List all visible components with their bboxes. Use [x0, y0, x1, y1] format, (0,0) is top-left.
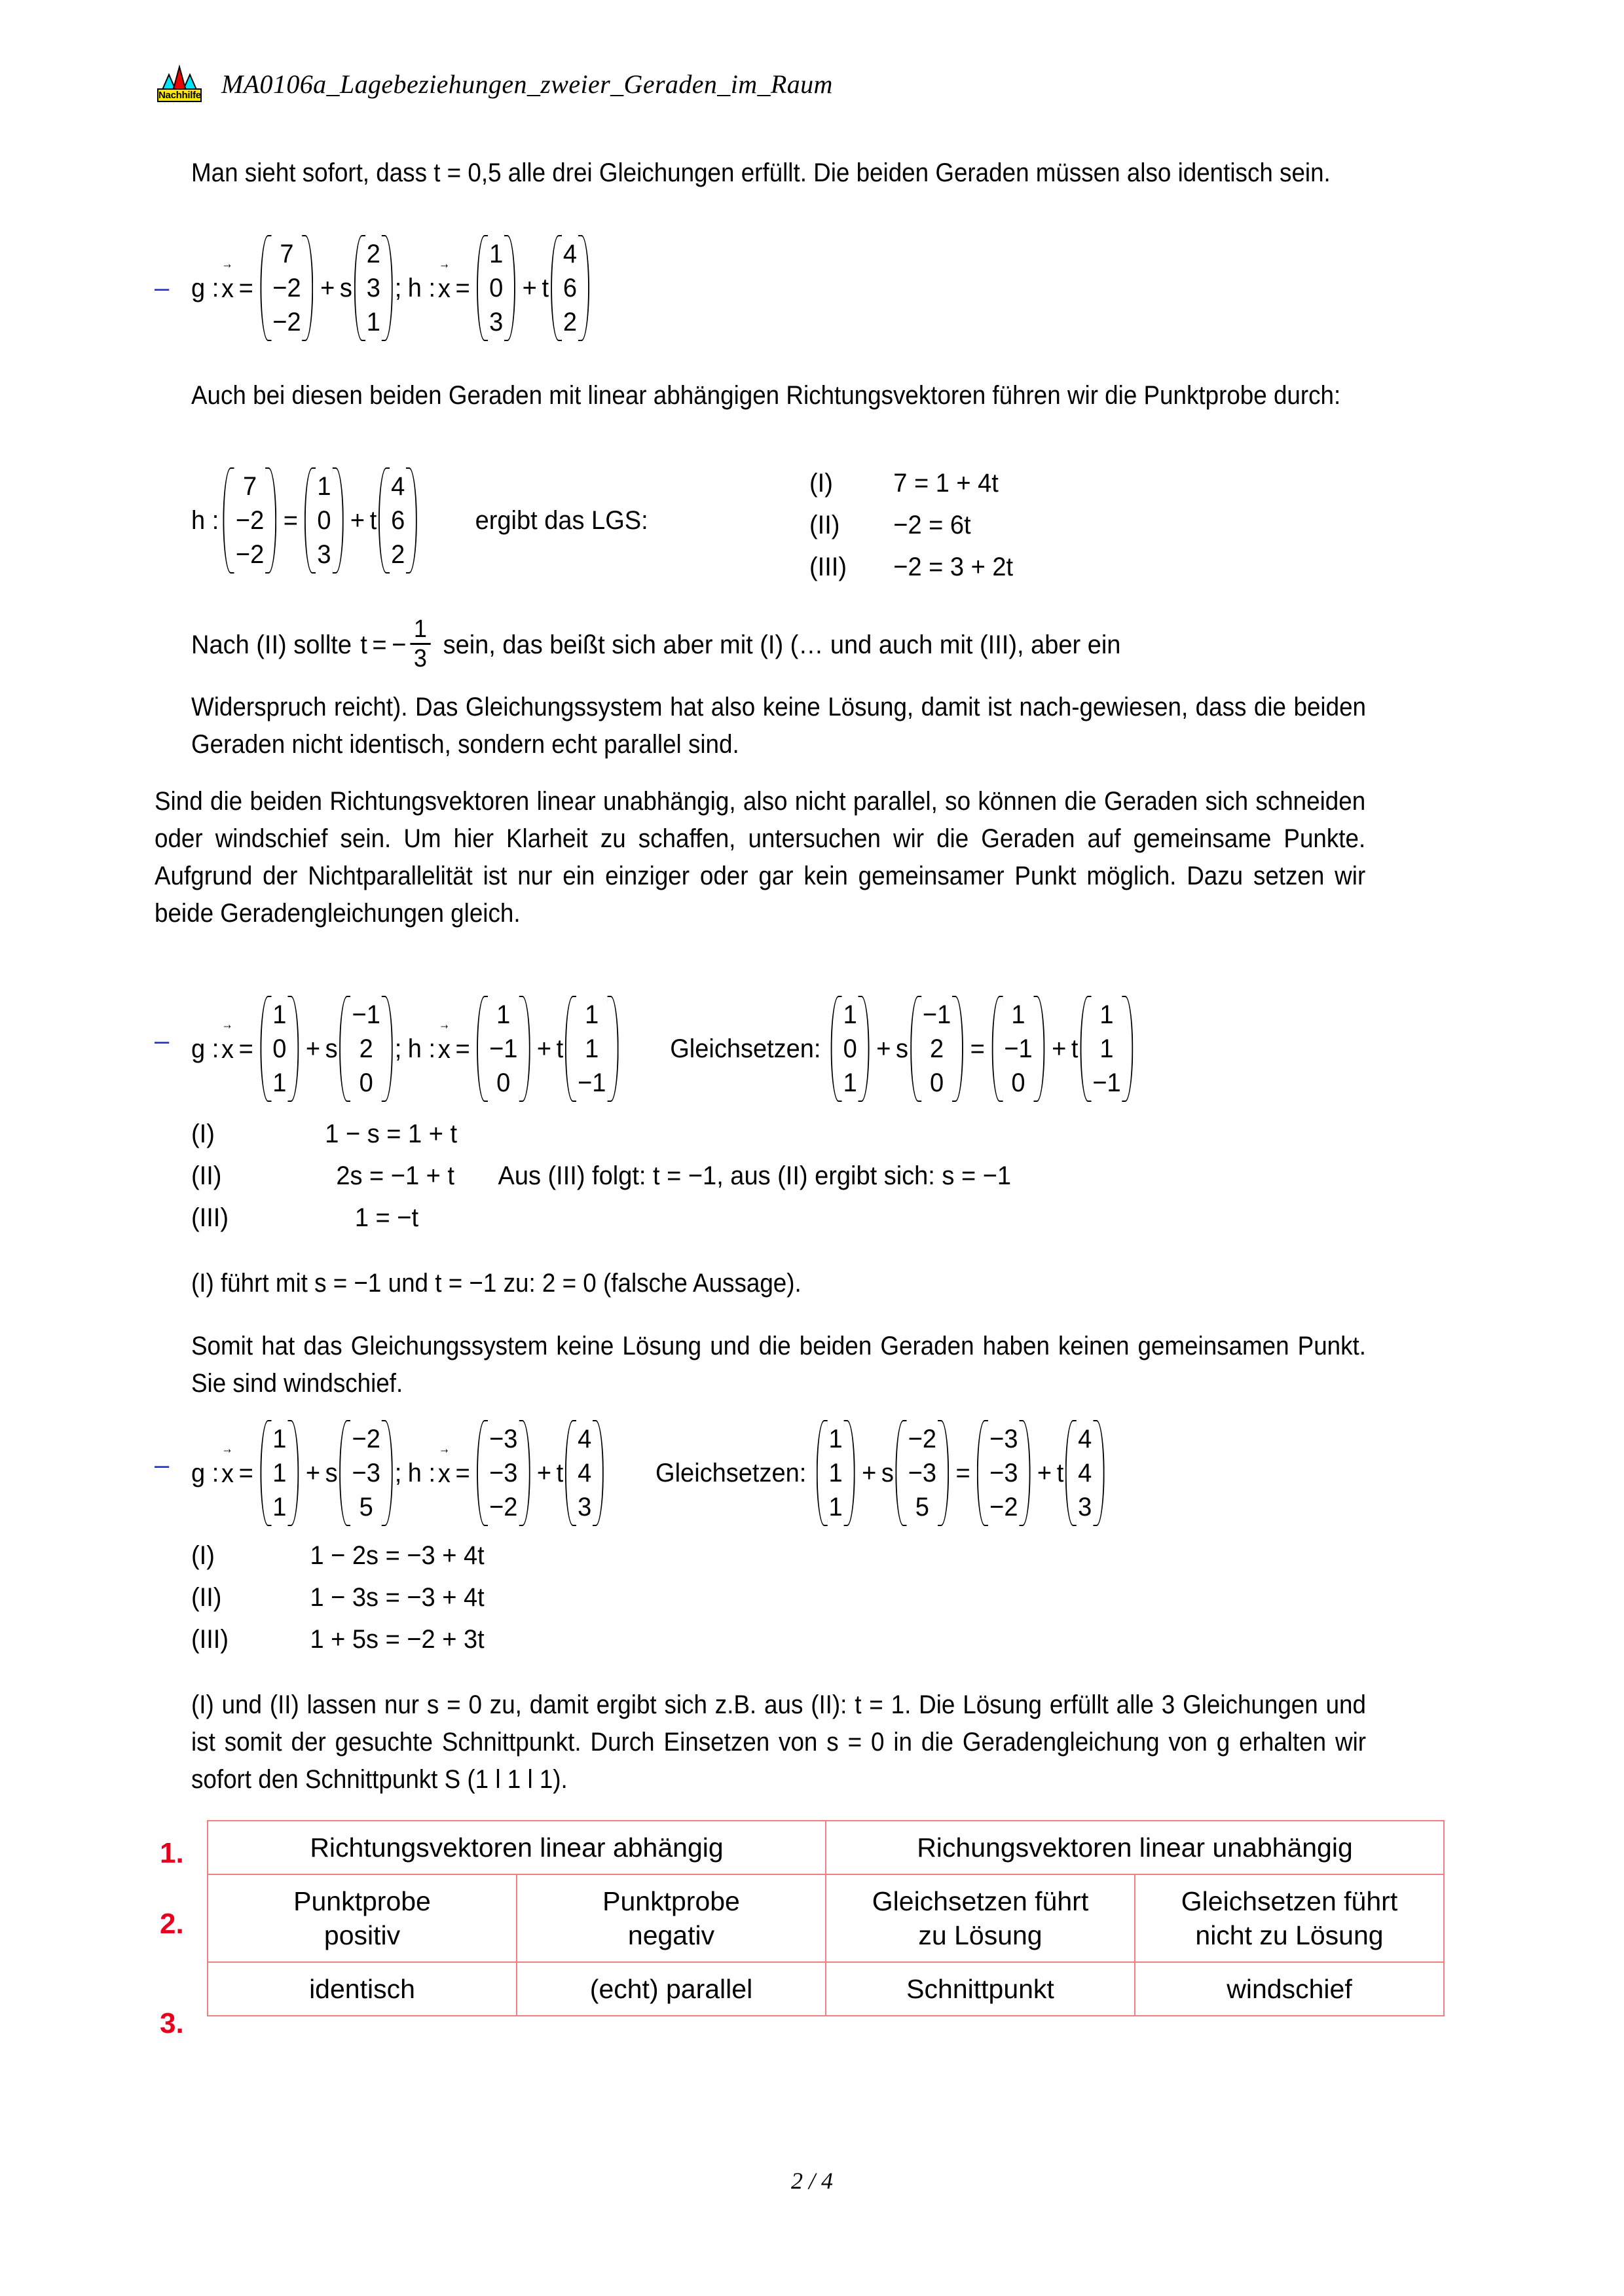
table-row: [208, 1962, 1444, 2016]
x-vector-symbol-h3: x →: [438, 1458, 451, 1489]
vec-comp: 0: [843, 1034, 857, 1063]
lgs-row-1: [809, 466, 999, 500]
table-row: [208, 1874, 1444, 1962]
vec-comp: 4: [1078, 1459, 1092, 1487]
vec-comp: 4: [1078, 1425, 1092, 1453]
param-t-6: t: [1056, 1458, 1064, 1487]
vec-comp: 3: [489, 308, 504, 337]
g-support-vector-3: [260, 1419, 299, 1527]
vec-comp: 1: [828, 1459, 843, 1487]
vec-comp: 1: [1011, 1000, 1025, 1029]
gleichsetzen-g-direction-2: [910, 995, 963, 1102]
vec-comp: 4: [578, 1459, 592, 1487]
h-direction-vector-2: [565, 995, 618, 1102]
plus-sign-11: +: [1037, 1458, 1052, 1487]
lgs-equation: 1 − s = 1 + t: [325, 1120, 458, 1148]
equals-sign-3: =: [283, 505, 298, 535]
vec-comp: −3: [908, 1459, 937, 1487]
vec-comp: 1: [272, 1000, 287, 1029]
vec-comp: 3: [366, 274, 380, 302]
gleichsetzen-h-support-2: [991, 995, 1044, 1102]
param-s-5: s: [881, 1458, 894, 1487]
paragraph-falsche-aussage: (I) führt mit s = −1 und t = −1 zu: 2 = 0 (falsche Aussage).: [191, 1269, 802, 1298]
x-vector-symbol-g: x →: [221, 273, 234, 304]
lagebeziehungen-summary-table: [207, 1820, 1445, 2016]
plus-sign-10: +: [862, 1458, 877, 1487]
vec-comp: 3: [317, 540, 331, 569]
vec-comp: −3: [489, 1459, 518, 1487]
lgs-equation: 7 = 1 + 4t: [893, 469, 999, 498]
plus-sign-9: +: [536, 1458, 552, 1487]
vec-comp: 7: [242, 472, 257, 501]
vec-comp: −2: [272, 274, 301, 302]
gleichsetzen-h-support-3: [977, 1419, 1030, 1527]
line-h-label: h :: [407, 273, 436, 302]
h-support-vector-3: [477, 1419, 530, 1527]
gleichsetzen-g-support-3: [816, 1419, 855, 1527]
vec-comp: 6: [563, 274, 578, 302]
lgs2-row-1: [191, 1117, 457, 1151]
equals-sign-2: =: [455, 273, 470, 302]
plus-sign-4: +: [305, 1034, 321, 1063]
gleichsetzen-h-direction-3: [1065, 1419, 1104, 1527]
bullet-dash-3: –: [155, 1451, 170, 1480]
vec-comp: −2: [235, 540, 265, 569]
cell-punktprobe-positiv: Punktprobe positiv: [208, 1874, 517, 1962]
vec-comp: −3: [989, 1459, 1018, 1487]
lgs-equation: 2s = −1 + t: [336, 1161, 454, 1190]
h-support-vector-2: [477, 995, 530, 1102]
equals-sign-9: =: [455, 1458, 470, 1487]
lgs-tag: (III): [809, 553, 847, 581]
vec-comp: 6: [391, 506, 405, 535]
vec-comp: 0: [489, 274, 504, 302]
vec-comp: 1: [1099, 1034, 1114, 1063]
x-vector-symbol-g2: x →: [221, 1034, 234, 1065]
vec-comp: 4: [578, 1425, 592, 1453]
equation-block-2: [191, 995, 1135, 1102]
g-support-vector-1: [260, 234, 313, 342]
param-s-1: s: [339, 273, 352, 302]
h-direction-vector-3: [565, 1419, 604, 1527]
param-t-3: t: [556, 1034, 564, 1063]
cell-linear-abhaengig: Richtungsvektoren linear abhängig: [208, 1821, 826, 1874]
table-row: [208, 1821, 1444, 1874]
vec-comp: 2: [391, 540, 405, 569]
lgs3-row-3: [191, 1622, 485, 1656]
semicolon-1: ;: [394, 273, 402, 302]
vec-comp: −3: [989, 1425, 1018, 1453]
lgs2-row-2: [191, 1159, 1011, 1193]
fraction-numerator: 1: [413, 615, 427, 643]
vec-comp: −1: [1092, 1068, 1121, 1097]
vec-comp: 4: [391, 472, 405, 501]
line-h-label-2: h :: [191, 505, 219, 535]
fraction-denominator: 3: [410, 643, 430, 672]
line-h-label-4: h :: [407, 1458, 436, 1487]
plus-sign-1: +: [320, 273, 335, 302]
line-g-label: g :: [191, 273, 219, 302]
bullet-dash-2: –: [155, 1027, 170, 1055]
lgs-tag: (III): [191, 1203, 229, 1232]
punktprobe-lhs-vector: [223, 467, 276, 574]
fraction-one-third: [410, 615, 430, 672]
vec-comp: 1: [272, 1425, 287, 1453]
vec-comp: 0: [1011, 1068, 1025, 1097]
lgs-row-2: [809, 508, 971, 542]
lgs-equation: 1 − 2s = −3 + 4t: [310, 1541, 485, 1570]
punktprobe-support-vector: [304, 467, 343, 574]
vec-comp: 1: [843, 1000, 857, 1029]
row-number-2: 2.: [160, 1908, 184, 1940]
paragraph-unabhaengig: Sind die beiden Richtungsvektoren linear unabhängig, also nicht parallel, so können die Geraden sich schneiden oder windschief sein. Um hier Klarheit zu schaffen, untersuchen wir die Geraden auf gemeinsame Punkte. Aufgrund der Nichtparallelität ist nur ein einziger oder gar kein gemeinsamer Punkt möglich. Dazu setzen wir beide Geradengleichungen gleich.: [155, 787, 1366, 928]
gleichsetzen-g-direction-3: [896, 1419, 949, 1527]
semicolon-2: ;: [394, 1034, 402, 1063]
nach-II-text: Nach (II) sollte: [191, 630, 352, 659]
lgs-tag: (II): [191, 1583, 222, 1612]
row-number-3: 3.: [160, 2007, 184, 2039]
equation-block-3: [191, 1419, 1106, 1527]
plus-sign-5: +: [536, 1034, 552, 1063]
lgs-equation: 1 + 5s = −2 + 3t: [310, 1625, 485, 1654]
paragraph-windschief: Somit hat das Gleichungssystem keine Lösung und die beiden Geraden haben keinen gemeinsamen Punkt. Sie sind windschief.: [191, 1332, 1366, 1398]
lgs3-row-1: [191, 1539, 485, 1573]
row-number-1: 1.: [160, 1837, 184, 1869]
param-t-2: t: [369, 505, 377, 535]
plus-sign-8: +: [305, 1458, 321, 1487]
document-title: MA0106a_Lagebeziehungen_zweier_Geraden_im_Raum: [221, 69, 833, 99]
g-direction-vector-3: [340, 1419, 393, 1527]
vec-comp: −1: [352, 1000, 380, 1029]
equation-block-1: [191, 240, 591, 337]
line-h-label-3: h :: [407, 1034, 436, 1063]
paragraph-widerspruch: Widerspruch reicht). Das Gleichungssystem hat also keine Lösung, damit ist nach-gewiesen, dass die beiden Geraden nicht identisch, sondern echt parallel sind.: [191, 693, 1366, 759]
vec-comp: 0: [496, 1068, 511, 1097]
vec-comp: −2: [908, 1425, 937, 1453]
lgs-tag: (I): [191, 1541, 215, 1570]
vec-comp: 1: [1099, 1000, 1114, 1029]
ergibt-lgs-label: ergibt das LGS:: [475, 505, 648, 535]
equals-sign-6: =: [455, 1034, 470, 1063]
vec-comp: 5: [359, 1493, 373, 1522]
nachhilfe-logo-icon: [155, 63, 204, 105]
vec-comp: −3: [489, 1425, 518, 1453]
lgs-note: Aus (III) folgt: t = −1, aus (II) ergibt sich: s = −1: [498, 1161, 1012, 1190]
param-t-4: t: [1071, 1034, 1079, 1063]
vec-comp: 1: [366, 308, 380, 337]
cell-punktprobe-negativ: Punktprobe negativ: [517, 1874, 826, 1962]
param-s-2: s: [325, 1034, 338, 1063]
gleichsetzen-label-1: Gleichsetzen:: [670, 1034, 821, 1063]
vec-comp: −1: [1004, 1034, 1033, 1063]
lgs-tag: (II): [191, 1161, 222, 1190]
paragraph-intro: Man sieht sofort, dass t = 0,5 alle drei Gleichungen erfüllt. Die beiden Geraden müssen also identisch sein.: [191, 158, 1331, 187]
lgs-equation: 1 − 3s = −3 + 4t: [310, 1583, 485, 1612]
cell-echt-parallel: (echt) parallel: [517, 1962, 826, 2016]
h-support-vector-1: [477, 234, 515, 342]
vec-comp: −1: [922, 1000, 951, 1029]
param-t-1: t: [542, 273, 549, 302]
punktprobe-direction-vector: [378, 467, 417, 574]
vec-comp: −2: [352, 1425, 380, 1453]
paragraph-punktprobe-intro: Auch bei diesen beiden Geraden mit linear abhängigen Richtungsvektoren führen wir die Punktprobe durch:: [191, 381, 1341, 410]
vec-comp: 0: [272, 1034, 287, 1063]
vec-comp: 3: [578, 1493, 592, 1522]
vec-comp: −2: [489, 1493, 518, 1522]
minus-sign: −: [392, 630, 407, 659]
vec-comp: 1: [272, 1068, 287, 1097]
equals-sign-5: =: [238, 1034, 253, 1063]
document-header: [155, 63, 833, 105]
vec-comp: −1: [489, 1034, 518, 1063]
vec-comp: 2: [359, 1034, 373, 1063]
equals-sign-8: =: [238, 1458, 253, 1487]
plus-sign-3: +: [350, 505, 365, 535]
param-t-5: t: [556, 1458, 564, 1487]
gleichsetzen-g-support-2: [831, 995, 870, 1102]
vec-comp: 2: [563, 308, 578, 337]
line-g-label-2: g :: [191, 1034, 219, 1063]
semicolon-3: ;: [394, 1458, 402, 1487]
vec-comp: 2: [929, 1034, 944, 1063]
vec-comp: 1: [489, 240, 504, 268]
vec-comp: 2: [366, 240, 380, 268]
vec-comp: 1: [828, 1425, 843, 1453]
vec-comp: −2: [272, 308, 301, 337]
summary-table-wrap: [155, 1820, 1471, 2039]
equals-sign-4: =: [372, 630, 387, 659]
lgs-row-3: [809, 550, 1013, 584]
vec-comp: 1: [828, 1493, 843, 1522]
logo-label: Nachhilfe: [158, 90, 201, 101]
vec-comp: 5: [915, 1493, 929, 1522]
vec-comp: −1: [578, 1068, 606, 1097]
paragraph-schnittpunkt: (I) und (II) lassen nur s = 0 zu, damit ergibt sich z.B. aus (II): t = 1. Die Lösung erfüllt alle 3 Gleichungen und ist somit der gesuchte Schnittpunkt. Durch Einsetzen von s = 0 in die Geradengleichung von g erhalten wir sofort den Schnittpunkt S (1 l 1 l 1).: [191, 1690, 1366, 1794]
vec-comp: 1: [585, 1000, 599, 1029]
vec-comp: −2: [235, 506, 265, 535]
vec-comp: 4: [563, 240, 578, 268]
cell-identisch: identisch: [208, 1962, 517, 2016]
lgs3-row-2: [191, 1580, 485, 1614]
cell-gleichsetzen-loesung: Gleichsetzen führt zu Lösung: [826, 1874, 1135, 1962]
vec-comp: 1: [843, 1068, 857, 1097]
vec-comp: 1: [496, 1000, 511, 1029]
lgs-tag: (III): [191, 1625, 229, 1654]
lgs-equation: 1 = −t: [354, 1203, 419, 1232]
vec-comp: 0: [359, 1068, 373, 1097]
lgs-equation: −2 = 6t: [893, 511, 971, 539]
vec-comp: 3: [1078, 1493, 1092, 1522]
g-support-vector-2: [260, 995, 299, 1102]
bullet-dash-1: –: [155, 274, 170, 302]
plus-sign-2: +: [522, 273, 537, 302]
lgs2-row-3: [191, 1201, 418, 1235]
lgs-tag: (I): [809, 469, 833, 498]
param-s-4: s: [325, 1458, 338, 1487]
punktprobe-equation: [191, 465, 648, 576]
cell-linear-unabhaengig: Richungsvektoren linear unabhängig: [826, 1821, 1444, 1874]
vec-comp: 1: [317, 472, 331, 501]
t-equals-label: t: [360, 630, 367, 659]
vec-comp: 1: [272, 1459, 287, 1487]
equals-sign-1: =: [238, 273, 253, 302]
cell-gleichsetzen-keine-loesung: Gleichsetzen führt nicht zu Lösung: [1135, 1874, 1444, 1962]
paragraph-fraction-line: [191, 617, 1120, 674]
vec-comp: 0: [929, 1068, 944, 1097]
param-s-3: s: [896, 1034, 909, 1063]
line-g-label-3: g :: [191, 1458, 219, 1487]
gleichsetzen-h-direction-2: [1080, 995, 1133, 1102]
h-direction-vector-1: [551, 234, 589, 342]
gleichsetzen-label-2: Gleichsetzen:: [655, 1458, 807, 1487]
x-vector-symbol-h2: x →: [438, 1034, 451, 1065]
equals-sign-7: =: [970, 1034, 985, 1063]
plus-sign-6: +: [876, 1034, 891, 1063]
lgs-tag: (II): [809, 511, 840, 539]
page-number-footer: 2 / 4: [790, 2168, 833, 2194]
x-vector-symbol-g3: x →: [221, 1458, 234, 1489]
fraction-trailing-text: sein, das beißt sich aber mit (I) (… und auch mit (III), aber ein: [443, 630, 1121, 659]
vec-comp: 1: [585, 1034, 599, 1063]
lgs-tag: (I): [191, 1120, 215, 1148]
x-vector-symbol-h: x →: [438, 273, 451, 304]
vec-comp: 7: [280, 240, 294, 268]
g-direction-vector-2: [340, 995, 393, 1102]
vec-comp: 0: [317, 506, 331, 535]
cell-schnittpunkt: Schnittpunkt: [826, 1962, 1135, 2016]
plus-sign-7: +: [1052, 1034, 1067, 1063]
vec-comp: −2: [989, 1493, 1018, 1522]
vec-comp: −3: [352, 1459, 380, 1487]
lgs-equation: −2 = 3 + 2t: [893, 553, 1014, 581]
equals-sign-10: =: [955, 1458, 970, 1487]
cell-windschief: windschief: [1135, 1962, 1444, 2016]
vec-comp: 1: [272, 1493, 287, 1522]
g-direction-vector-1: [354, 234, 393, 342]
